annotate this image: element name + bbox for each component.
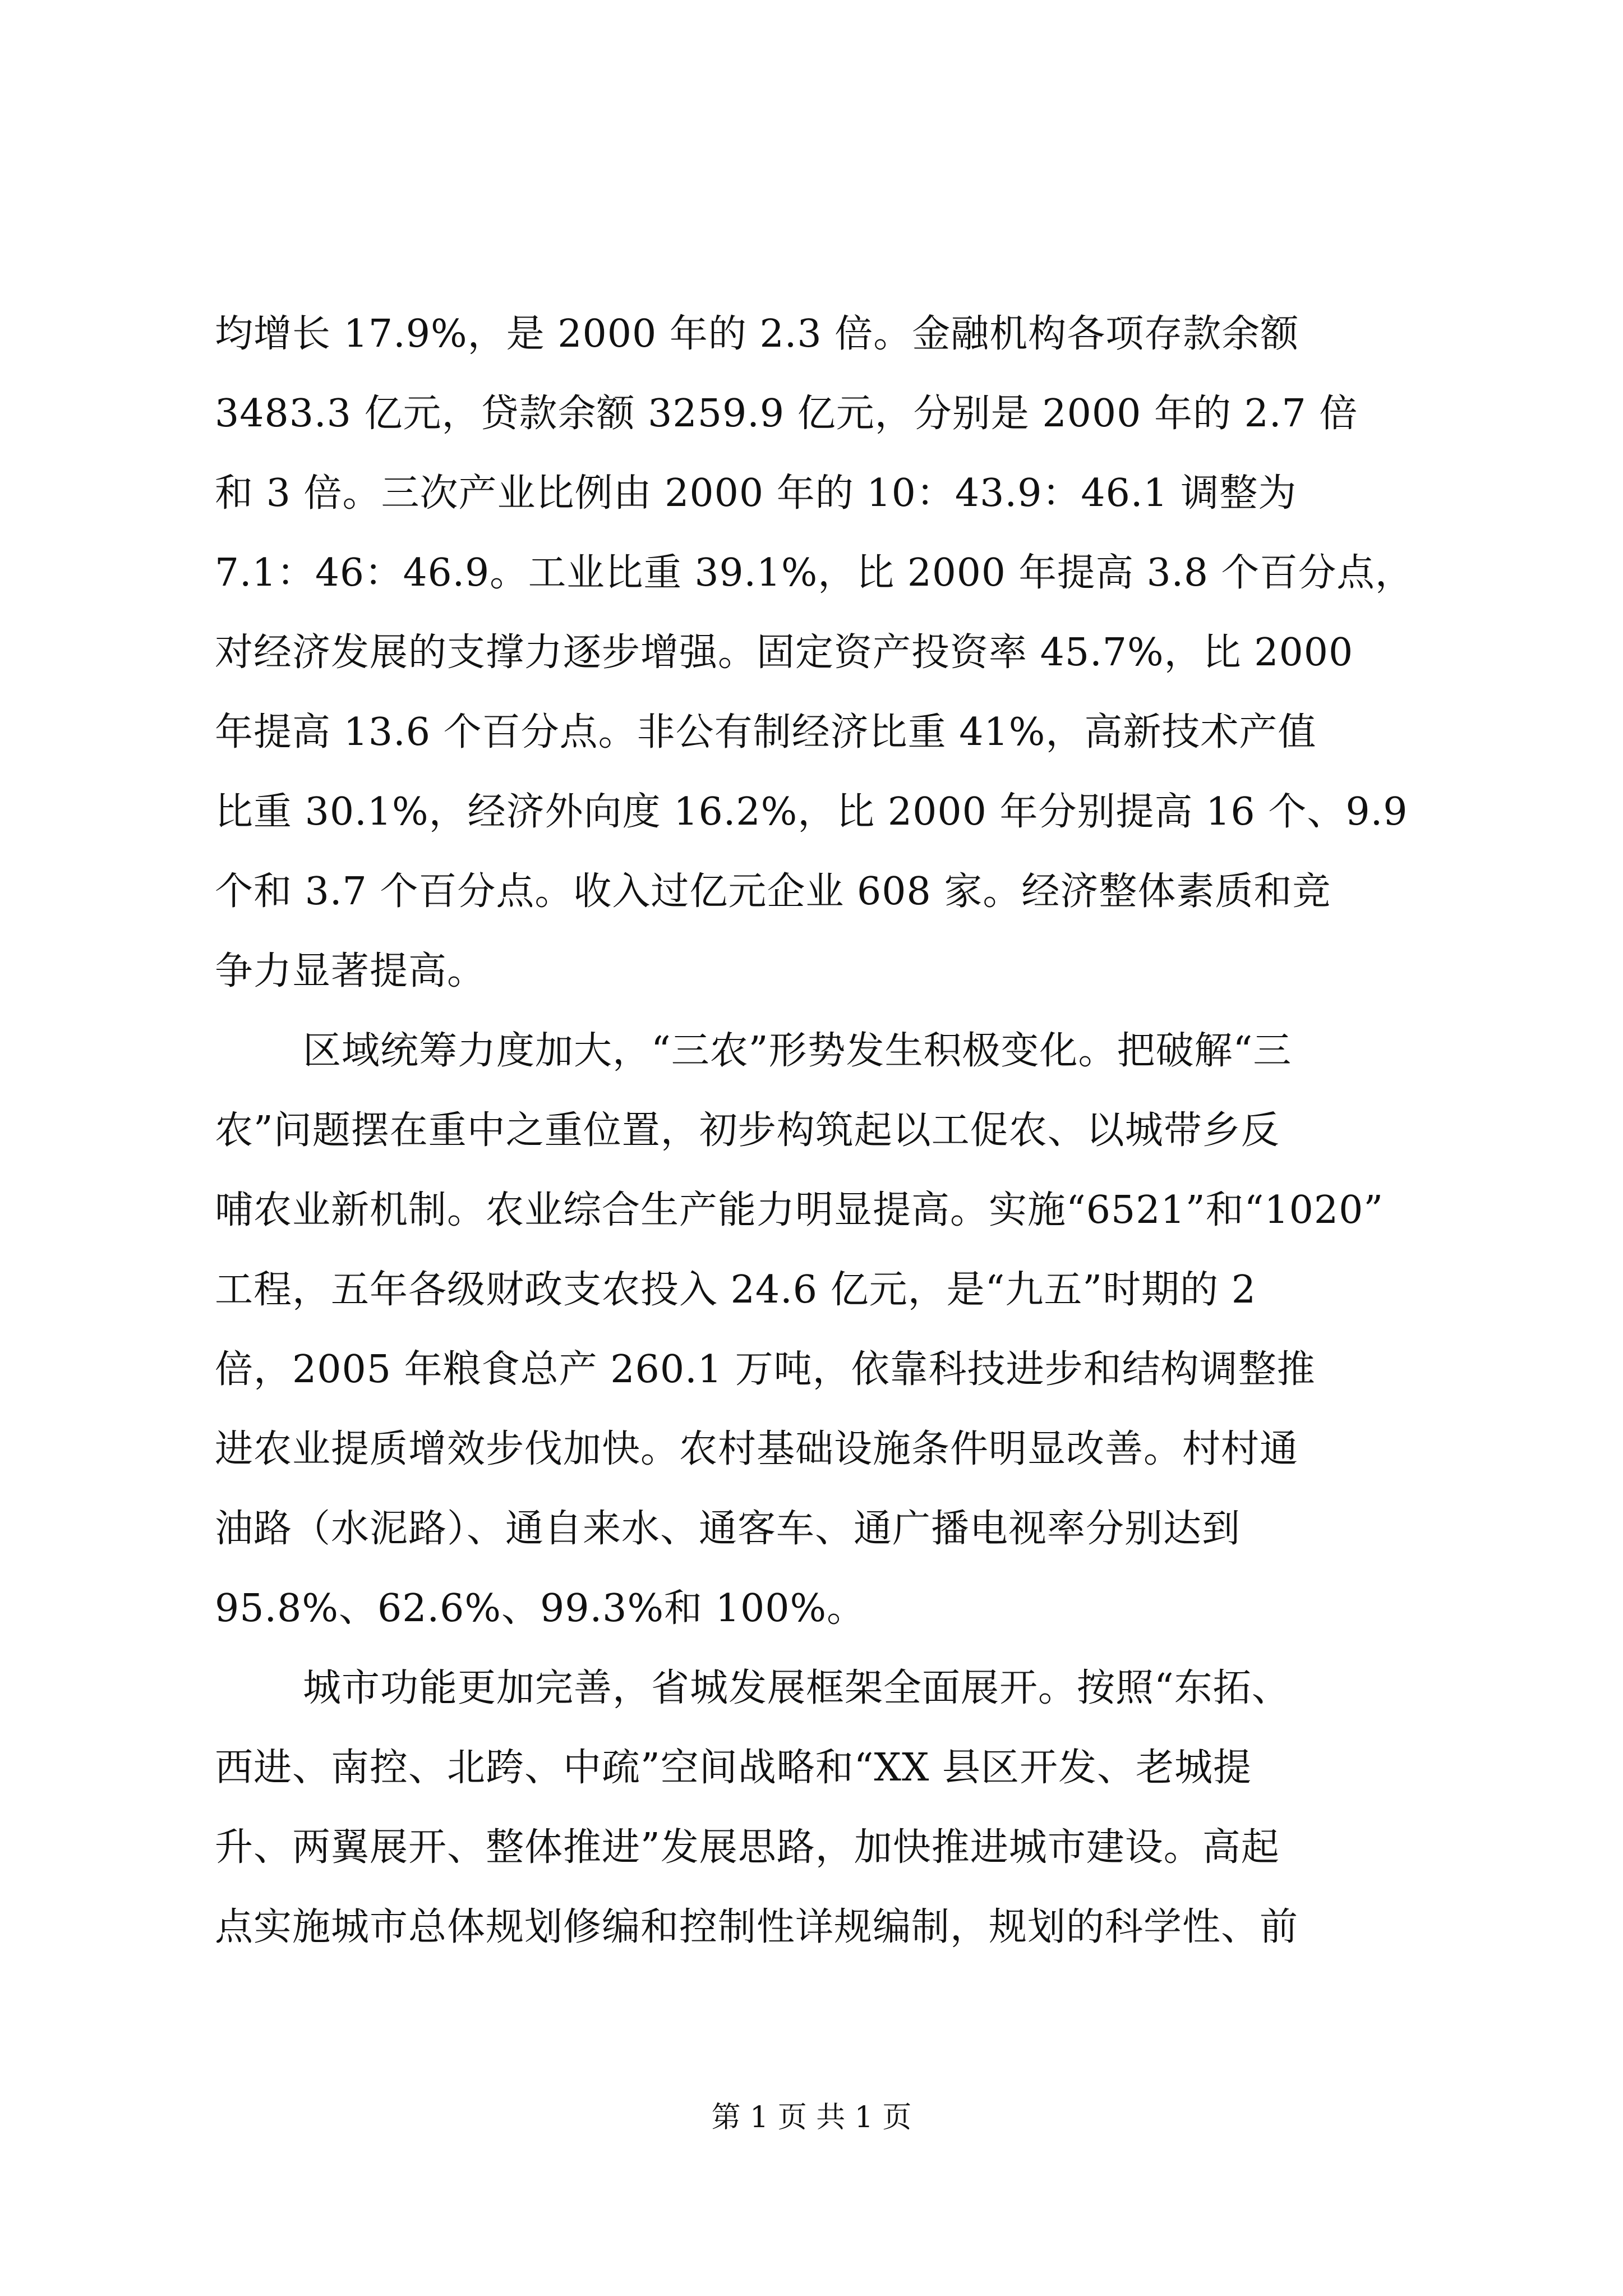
body-text-line: 95.8%、62.6%、99.3%和 100%。: [215, 1586, 866, 1631]
body-text-line: 升、两翼展开、整体推进”发展思路，加快推进城市建设。高起: [215, 1825, 1280, 1870]
page-footer: 第 1 页 共 1 页: [711, 2101, 912, 2134]
body-text-line: 区域统筹力度加大，“三农”形势发生积极变化。把破解“三: [303, 1029, 1292, 1073]
body-text-line: 进农业提质增效步伐加快。农村基础设施条件明显改善。村村通: [215, 1427, 1299, 1471]
body-text-line: 农”问题摆在重中之重位置，初步构筑起以工促农、以城带乡反: [215, 1108, 1280, 1153]
body-text-line: 年提高 13.6 个百分点。非公有制经济比重 41%，高新技术产值: [215, 710, 1317, 754]
body-text-line: 对经济发展的支撑力逐步增强。固定资产投资率 45.7%，比 2000: [215, 631, 1354, 675]
body-text-line: 城市功能更加完善，省城发展框架全面展开。按照“东拓、: [303, 1666, 1290, 1710]
body-text-line: 和 3 倍。三次产业比例由 2000 年的 10：43.9：46.1 调整为: [215, 471, 1297, 516]
body-text-line: 倍，2005 年粮食总产 260.1 万吨，依靠科技进步和结构调整推: [215, 1347, 1316, 1392]
body-text-line: 工程，五年各级财政支农投入 24.6 亿元，是“九五”时期的 2: [215, 1268, 1257, 1312]
body-text-line: 点实施城市总体规划修编和控制性详规编制，规划的科学性、前: [215, 1905, 1299, 1949]
body-text-line: 7.1：46：46.9。工业比重 39.1%，比 2000 年提高 3.8 个百分点，: [215, 551, 1414, 595]
body-text-line: 西进、南控、北跨、中疏”空间战略和“XX 县区开发、老城提: [215, 1746, 1252, 1790]
body-text-line: 争力显著提高。: [215, 949, 486, 993]
body-text-line: 比重 30.1%，经济外向度 16.2%，比 2000 年分别提高 16 个、9.9: [215, 790, 1408, 834]
body-text-line: 3483.3 亿元，贷款余额 3259.9 亿元，分别是 2000 年的 2.7 倍: [215, 392, 1358, 436]
body-text-line: 均增长 17.9%，是 2000 年的 2.3 倍。金融机构各项存款余额: [215, 312, 1299, 356]
body-text-line: 哺农业新机制。农业综合生产能力明显提高。实施“6521”和“1020”: [215, 1188, 1384, 1232]
body-text-line: 个和 3.7 个百分点。收入过亿元企业 608 家。经济整体素质和竞: [215, 869, 1331, 914]
body-text-line: 油路（水泥路）、通自来水、通客车、通广播电视率分别达到: [215, 1507, 1241, 1551]
